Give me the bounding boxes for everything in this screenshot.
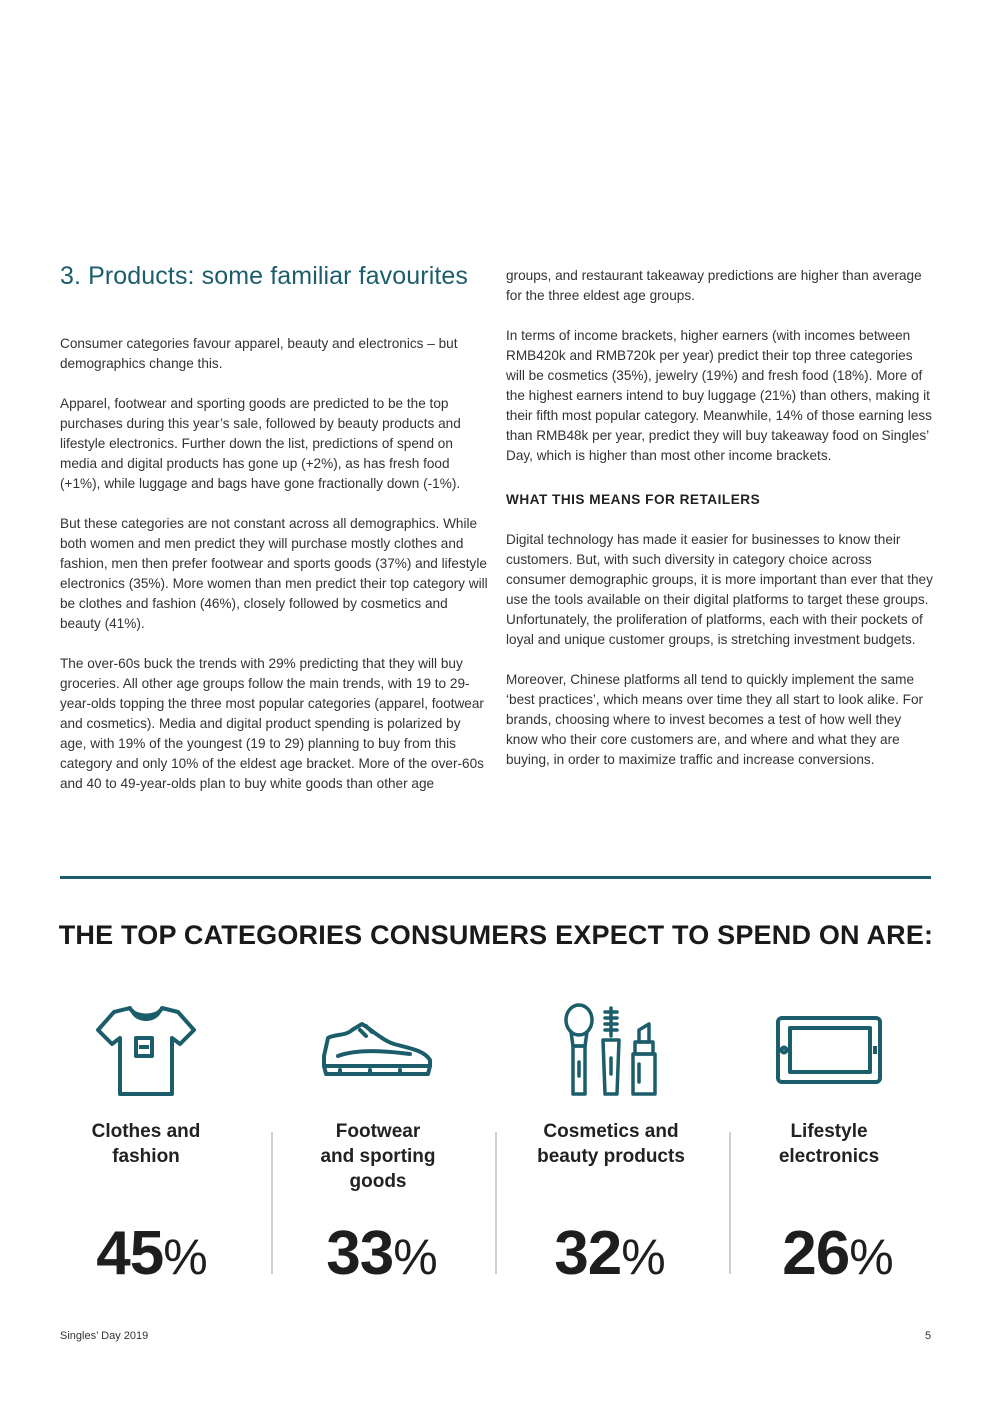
stat-label: Clothes and fashion bbox=[91, 1121, 201, 1167]
stat-value-footwear: 33% bbox=[326, 1219, 438, 1288]
cosmetics-icon bbox=[511, 1000, 711, 1100]
left-column bbox=[60, 262, 490, 814]
stat-divider bbox=[271, 1132, 273, 1274]
paragraph: groups, and restaurant takeaway predictions are higher than average for the three eldest age groups. bbox=[506, 268, 922, 303]
infographic-heading: THE TOP CATEGORIES CONSUMERS EXPECT TO SPEND ON ARE: bbox=[58, 920, 934, 950]
right-column bbox=[506, 266, 934, 790]
retailers-heading: WHAT THIS MEANS FOR RETAILERS bbox=[506, 492, 761, 507]
stat-label: Cosmetics and beauty products bbox=[537, 1121, 685, 1167]
paragraph: Consumer categories favour apparel, beauty and electronics – but demographics change this. bbox=[60, 336, 458, 371]
section-title: 3. Products: some familiar favourites bbox=[60, 262, 469, 290]
tshirt-icon bbox=[46, 1000, 246, 1100]
paragraph: Moreover, Chinese platforms all tend to quickly implement the same ‘best practices’, which means over time they all start to look alike. For brands, choosing where to invest becomes a test of how well they know who their core customers are, and where and what they are buying, in order to maximize traffic and increase conversions. bbox=[506, 672, 924, 767]
stat-label: Lifestyle electronics bbox=[778, 1121, 880, 1167]
sneaker-icon bbox=[278, 1000, 478, 1100]
stat-value-cosmetics: 32% bbox=[554, 1219, 666, 1288]
section-divider-rule bbox=[60, 876, 931, 879]
stat-cosmetics bbox=[511, 1000, 711, 1169]
stat-footwear bbox=[278, 1000, 478, 1194]
paragraph: In terms of income brackets, higher earners (with incomes between RMB420k and RMB720k per year) predict their top three categories will be cosmetics (35%), jewelry (19%) and fresh food (18%). More of the highest earners intend to buy luggage (21%) than others, making it their fifth most popular category. Meanwhile, 14% of those earning less than RMB48k per year, predict they will buy takeaway food on Singles’ Day, which is higher than most other income brackets. bbox=[506, 328, 932, 463]
stat-clothes bbox=[46, 1000, 246, 1169]
stat-label: Footwear and sporting goods bbox=[320, 1121, 436, 1192]
page-number: 5 bbox=[925, 1330, 932, 1342]
stat-electronics bbox=[729, 1000, 929, 1169]
footer-title: Singles’ Day 2019 bbox=[60, 1330, 149, 1342]
paragraph: Apparel, footwear and sporting goods are predicted to be the top purchases during this year’s sale, followed by beauty products and lifestyle electronics. Further down the list, predictions of spend on media and digital products has gone up (+2%), as has fresh food (+1%), while luggage and bags have gone fractionally down (-1%). bbox=[60, 396, 461, 491]
tablet-icon bbox=[729, 1000, 929, 1100]
stat-divider bbox=[495, 1132, 497, 1274]
paragraph: The over-60s buck the trends with 29% predicting that they will buy groceries. All other age groups follow the main trends, with 19 to 29-year-olds topping the three most popular categories (apparel, footwear and cosmetics). Media and digital product spending is polarized by age, with 19% of the youngest (19 to 29) planning to buy from this category and only 10% of the eldest age bracket. More of the over-60s and 40 to 49-year-olds plan to buy white goods than other age bbox=[60, 656, 484, 791]
paragraph: Digital technology has made it easier for businesses to know their customers. But, with such diversity in category choice across consumer demographic groups, it is more important than ever that they use the tools available on their digital platforms to target these groups. Unfortunately, the proliferation of platforms, each with their pockets of loyal and unique customer groups, is stretching investment budgets. bbox=[506, 532, 933, 647]
stat-value-clothes: 45% bbox=[96, 1219, 208, 1288]
stat-value-electronics: 26% bbox=[782, 1219, 894, 1288]
paragraph: But these categories are not constant across all demographics. While both women and men predict they will purchase mostly clothes and fashion, men then prefer footwear and sports goods (37%) and lifestyle electronics (35%). More women than men predict their top category will be clothes and fashion (46%), closely followed by cosmetics and beauty (41%). bbox=[60, 516, 488, 631]
